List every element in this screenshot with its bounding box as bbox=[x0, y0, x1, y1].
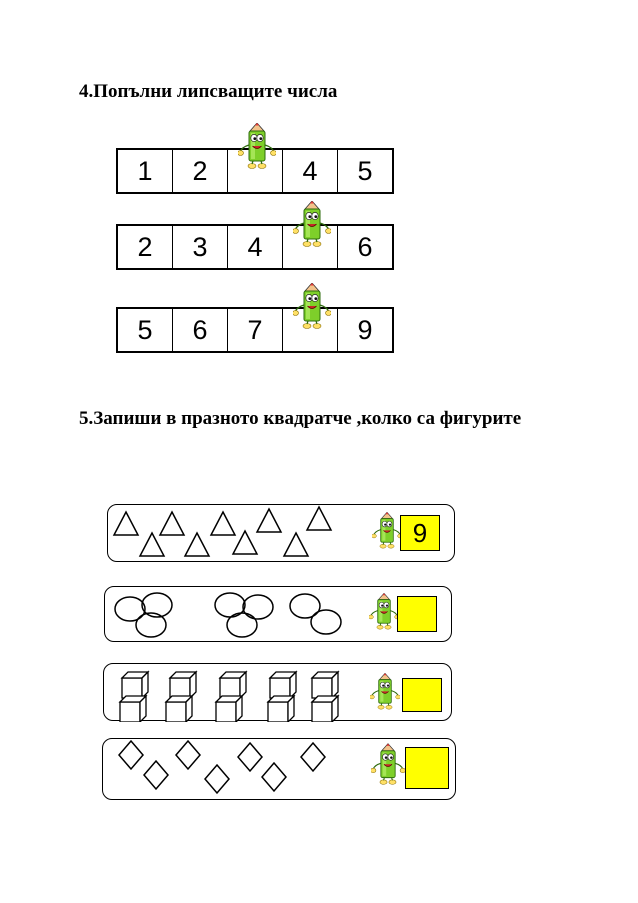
triangle-icon bbox=[211, 512, 235, 535]
circle-icon bbox=[290, 594, 320, 618]
cube-icon bbox=[312, 696, 338, 722]
circle-count-box bbox=[104, 586, 452, 642]
cube-icon bbox=[216, 696, 242, 722]
triangle-icon bbox=[114, 512, 138, 535]
diamond-icon bbox=[205, 765, 229, 793]
circle-icon bbox=[227, 613, 257, 637]
pencil-mascot-icon bbox=[293, 201, 331, 251]
number-cell: 5 bbox=[118, 309, 173, 351]
diamond-icon bbox=[301, 743, 325, 771]
diamond-count-box bbox=[102, 738, 456, 800]
pencil-mascot-icon bbox=[372, 512, 402, 552]
cube-icon bbox=[270, 672, 296, 698]
answer-box[interactable] bbox=[402, 678, 442, 712]
number-row-3 bbox=[116, 307, 394, 353]
number-cell: 6 bbox=[357, 231, 373, 262]
pencil-mascot-icon bbox=[238, 123, 276, 173]
number-cell: 5 bbox=[357, 155, 373, 186]
diamond-icon bbox=[176, 741, 200, 769]
number-cell: 4 bbox=[228, 226, 283, 268]
section-5-heading: 5.Запиши в празното квадратче ,колко са фигурите bbox=[79, 408, 522, 429]
pencil-mascot-icon bbox=[371, 743, 405, 789]
cube-shapes bbox=[104, 664, 453, 722]
diamond-icon bbox=[262, 763, 286, 791]
cube-icon bbox=[170, 672, 196, 698]
cube-count-box bbox=[103, 663, 452, 721]
diamond-icon bbox=[238, 743, 262, 771]
cube-icon bbox=[120, 696, 146, 722]
cube-icon bbox=[122, 672, 148, 698]
triangle-count-box bbox=[107, 504, 455, 562]
circle-icon bbox=[115, 597, 145, 621]
pencil-mascot-icon bbox=[370, 673, 400, 713]
diamond-icon bbox=[144, 761, 168, 789]
triangle-icon bbox=[257, 509, 281, 532]
answer-box[interactable] bbox=[397, 596, 437, 632]
number-cell: 2 bbox=[118, 226, 173, 268]
number-cell: 3 bbox=[173, 226, 228, 268]
circle-icon bbox=[243, 595, 273, 619]
triangle-icon bbox=[233, 531, 257, 554]
number-cell: 7 bbox=[228, 309, 283, 351]
number-cell: 1 bbox=[118, 150, 173, 192]
cube-icon bbox=[268, 696, 294, 722]
cube-icon bbox=[220, 672, 246, 698]
number-cell: 4 bbox=[283, 150, 338, 192]
answer-box[interactable] bbox=[405, 747, 449, 789]
triangle-icon bbox=[307, 507, 331, 530]
diamond-icon bbox=[119, 741, 143, 769]
cube-icon bbox=[166, 696, 192, 722]
number-cell: 6 bbox=[173, 309, 228, 351]
pencil-mascot-icon bbox=[369, 593, 399, 633]
section-4-heading: 4.Попълни липсващите числа bbox=[79, 81, 338, 102]
triangle-icon bbox=[160, 512, 184, 535]
triangle-icon bbox=[185, 533, 209, 556]
triangle-icon bbox=[284, 533, 308, 556]
cube-icon bbox=[312, 672, 338, 698]
number-row-2 bbox=[116, 224, 394, 270]
answer-box[interactable]: 9 bbox=[400, 515, 440, 551]
pencil-mascot-icon bbox=[293, 283, 331, 333]
number-cell: 2 bbox=[173, 150, 228, 192]
triangle-icon bbox=[140, 533, 164, 556]
circle-icon bbox=[311, 610, 341, 634]
number-cell: 9 bbox=[357, 314, 373, 345]
